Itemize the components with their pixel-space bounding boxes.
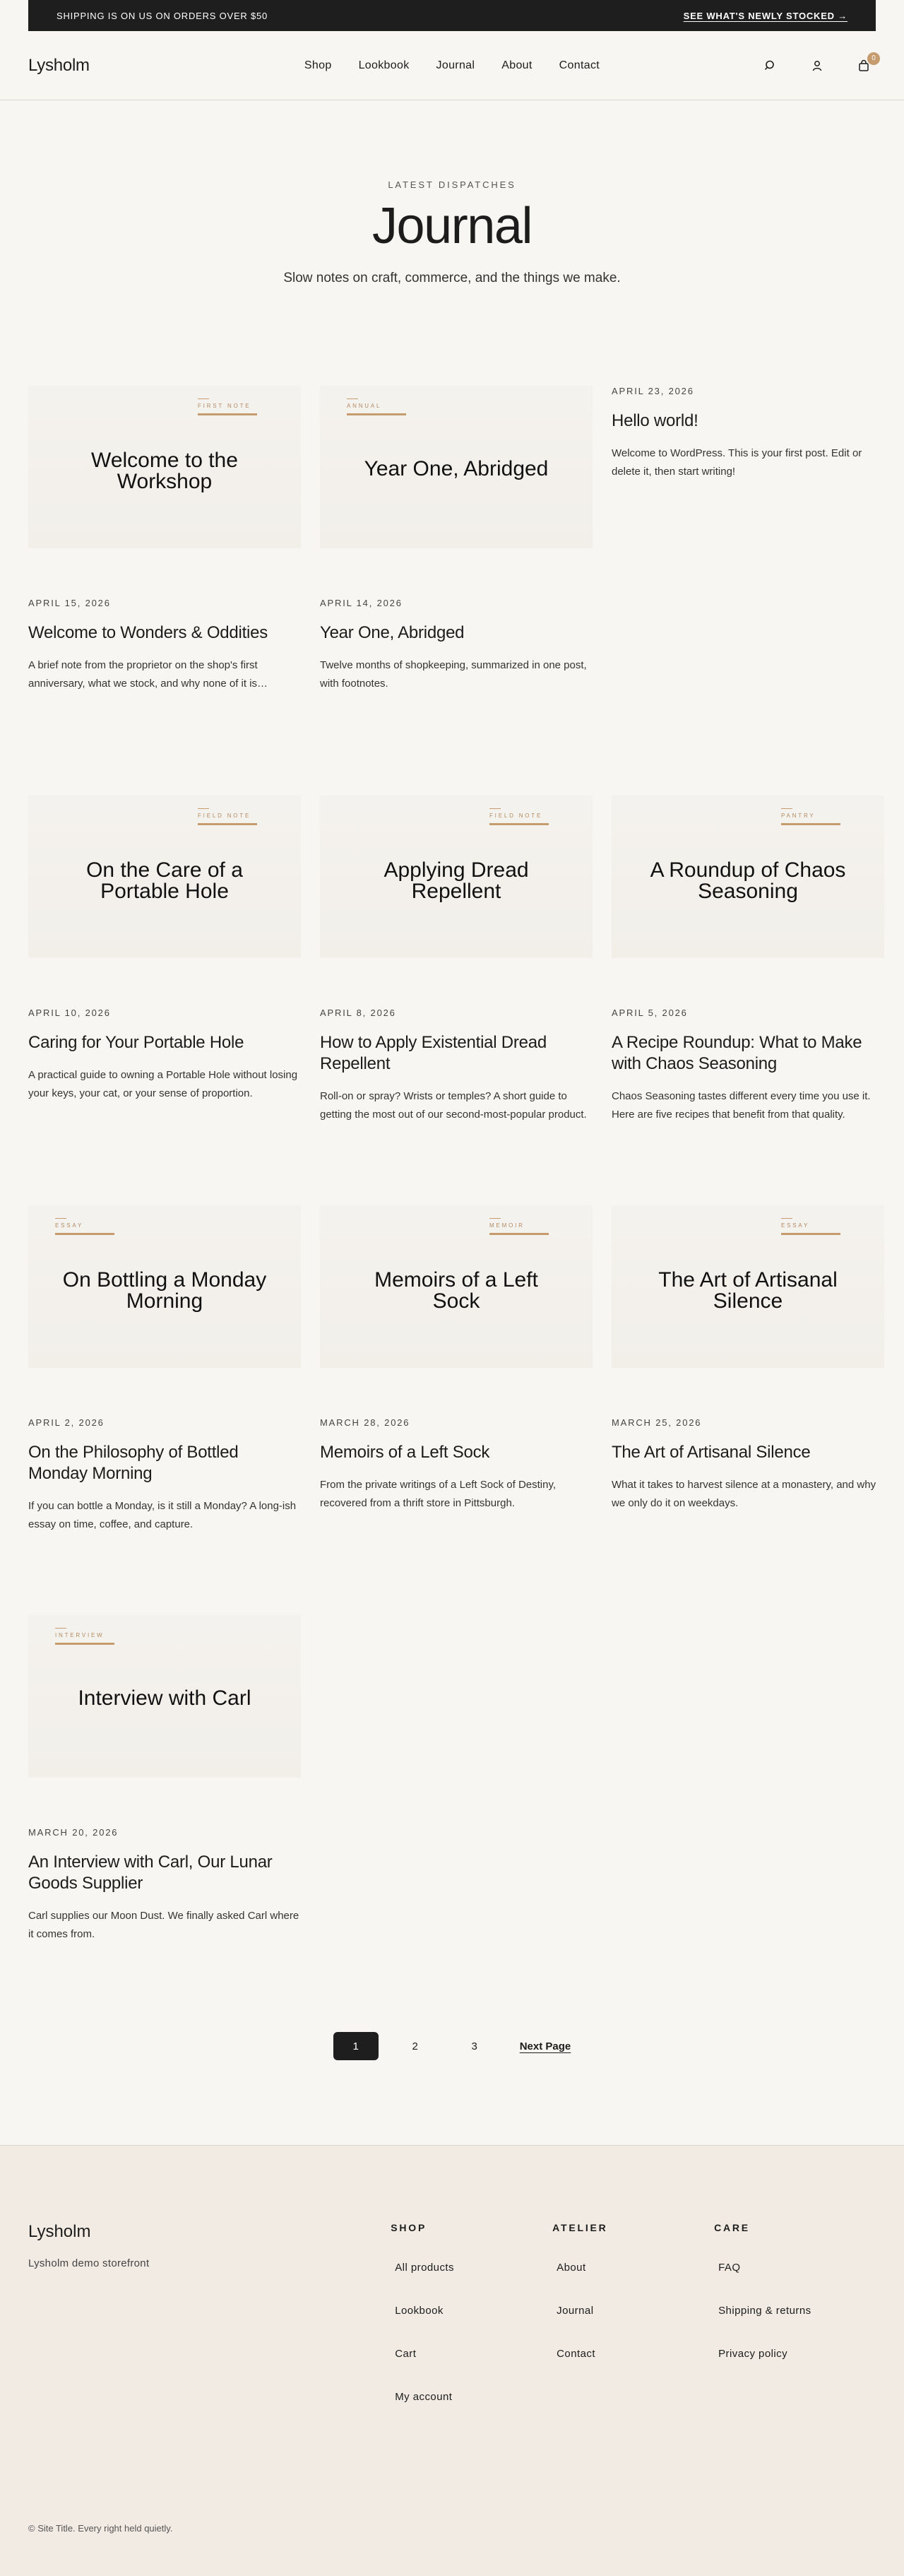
post-date: MARCH 20, 2026 <box>28 1827 119 1838</box>
cart-icon[interactable] <box>857 54 876 72</box>
post-thumbnail[interactable] <box>28 386 301 548</box>
footer-column-title: CARE <box>714 2222 750 2233</box>
announcement-bar <box>28 0 876 31</box>
post-thumbnail[interactable] <box>28 796 301 958</box>
post-tag: ESSAY <box>781 1222 840 1235</box>
post-thumbnail[interactable] <box>320 386 593 548</box>
footer-column-title: SHOP <box>391 2222 427 2233</box>
post-excerpt: Chaos Seasoning tastes different every time you use it. Here are five recipes that benefit from that quality. <box>612 1090 871 1121</box>
thumbnail-title: The Art of Artisanal Silence <box>658 1268 838 1313</box>
post-title-link[interactable]: An Interview with Carl, Our Lunar Goods Supplier <box>28 1853 273 1893</box>
post-tag: INTERVIEW <box>55 1632 114 1645</box>
site-header <box>0 31 904 100</box>
post-card <box>612 1205 884 1615</box>
footer-column-shop <box>391 2222 552 2434</box>
post-card <box>612 386 884 796</box>
post-thumbnail[interactable] <box>320 1205 593 1368</box>
post-excerpt: Twelve months of shopkeeping, summarized in one post, with footnotes. <box>320 659 587 690</box>
main-nav <box>304 59 600 72</box>
post-tag: FIELD NOTE <box>198 813 257 825</box>
footer-column-care <box>714 2222 876 2434</box>
site-footer <box>0 2145 904 2576</box>
post-card <box>28 386 301 796</box>
post-title-link[interactable]: Memoirs of a Left Sock <box>320 1443 490 1462</box>
footer-link-all-products[interactable]: All products <box>395 2262 454 2274</box>
footer-tagline: Lysholm demo storefront <box>28 2257 150 2269</box>
thumbnail-title: A Roundup of Chaos Seasoning <box>650 858 846 903</box>
nav-about[interactable]: About <box>501 59 533 71</box>
journal-hero <box>0 100 904 386</box>
newly-stocked-link[interactable]: SEE WHAT'S NEWLY STOCKED → <box>683 10 848 21</box>
post-date: APRIL 2, 2026 <box>28 1417 105 1428</box>
post-date: APRIL 23, 2026 <box>612 386 694 396</box>
post-excerpt: Roll-on or spray? Wrists or temples? A short guide to getting the most out of our second-most-popular product. <box>320 1090 587 1121</box>
thumbnail-title: Memoirs of a Left Sock <box>374 1268 538 1313</box>
post-tag: MEMOIR <box>489 1222 549 1235</box>
post-excerpt: If you can bottle a Monday, is it still a Monday? A long-ish essay on time, coffee, and capture. <box>28 1500 297 1531</box>
post-excerpt: Welcome to WordPress. This is your first post. Edit or delete it, then start writing! <box>612 447 862 478</box>
page-1-button[interactable]: 1 <box>333 2032 379 2060</box>
post-card <box>320 1205 593 1615</box>
thumbnail-title: Interview with Carl <box>78 1686 251 1710</box>
post-card <box>320 386 593 796</box>
footer-column-atelier <box>552 2222 714 2434</box>
footer-link-shipping-returns[interactable]: Shipping & returns <box>718 2305 811 2317</box>
post-date: APRIL 10, 2026 <box>28 1008 111 1018</box>
hero-eyebrow: LATEST DISPATCHES <box>388 179 516 190</box>
post-title-link[interactable]: On the Philosophy of Bottled Monday Morning <box>28 1443 239 1483</box>
post-thumbnail[interactable] <box>28 1615 301 1778</box>
page-2-button[interactable]: 2 <box>412 2040 418 2052</box>
posts-grid <box>0 386 904 2025</box>
post-card <box>28 796 301 1205</box>
post-date: APRIL 14, 2026 <box>320 598 403 608</box>
post-thumbnail[interactable] <box>320 796 593 958</box>
post-title-link[interactable]: Hello world! <box>612 411 698 430</box>
post-tag: ANNUAL <box>347 403 406 415</box>
post-card <box>612 796 884 1205</box>
footer-link-journal[interactable]: Journal <box>557 2305 594 2317</box>
thumbnail-title: Welcome to the Workshop <box>91 449 238 493</box>
nav-journal[interactable]: Journal <box>436 59 475 71</box>
post-tag: FIRST NOTE <box>198 403 257 415</box>
post-date: MARCH 25, 2026 <box>612 1417 702 1428</box>
next-page-link[interactable]: Next Page <box>519 2040 571 2052</box>
post-date: APRIL 5, 2026 <box>612 1008 688 1018</box>
post-excerpt: A brief note from the proprietor on the shop's first anniversary, what we stock, and why none of it is… <box>28 659 268 690</box>
post-tag: ESSAY <box>55 1222 114 1235</box>
post-title-link[interactable]: Caring for Your Portable Hole <box>28 1033 244 1052</box>
post-title-link[interactable]: The Art of Artisanal Silence <box>612 1443 811 1462</box>
footer-link-privacy-policy[interactable]: Privacy policy <box>718 2348 788 2360</box>
thumbnail-title: On the Care of a Portable Hole <box>86 858 243 903</box>
pagination <box>0 2032 904 2145</box>
post-thumbnail[interactable] <box>612 1205 884 1368</box>
post-excerpt: A practical guide to owning a Portable Hole without losing your keys, your cat, or your sense of proportion. <box>28 1069 298 1100</box>
nav-lookbook[interactable]: Lookbook <box>358 59 410 71</box>
footer-link-about[interactable]: About <box>557 2262 586 2274</box>
post-title-link[interactable]: Year One, Abridged <box>320 623 465 642</box>
post-date: MARCH 28, 2026 <box>320 1417 410 1428</box>
announcement-text: SHIPPING IS ON US ON ORDERS OVER $50 <box>56 10 268 21</box>
thumbnail-title: Year One, Abridged <box>364 457 549 480</box>
search-icon[interactable] <box>764 59 777 72</box>
post-thumbnail[interactable] <box>28 1205 301 1368</box>
footer-link-lookbook[interactable]: Lookbook <box>395 2305 444 2317</box>
post-excerpt: Carl supplies our Moon Dust. We finally asked Carl where it comes from. <box>28 1910 299 1941</box>
post-tag: PANTRY <box>781 813 840 825</box>
post-date: APRIL 15, 2026 <box>28 598 111 608</box>
post-date: APRIL 8, 2026 <box>320 1008 396 1018</box>
copyright-text: © Site Title. Every right held quietly. <box>28 2523 173 2534</box>
footer-brand: Lysholm <box>28 2222 91 2241</box>
footer-column-title: ATELIER <box>552 2222 608 2233</box>
post-card <box>28 1615 301 2025</box>
footer-link-contact[interactable]: Contact <box>557 2348 595 2360</box>
post-tag: FIELD NOTE <box>489 813 549 825</box>
page-title: Journal <box>371 198 533 254</box>
nav-contact[interactable]: Contact <box>559 59 600 71</box>
post-title-link[interactable]: How to Apply Existential Dread Repellent <box>320 1033 547 1073</box>
footer-link-my-account[interactable]: My account <box>395 2391 453 2403</box>
footer-link-faq[interactable]: FAQ <box>718 2262 741 2274</box>
nav-shop[interactable]: Shop <box>304 59 332 71</box>
hero-subtitle: Slow notes on craft, commerce, and the things we make. <box>283 270 621 285</box>
post-card <box>28 1205 301 1615</box>
post-title-link[interactable]: A Recipe Roundup: What to Make with Chaos Seasoning <box>612 1033 862 1073</box>
thumbnail-title: On Bottling a Monday Morning <box>62 1268 267 1313</box>
post-excerpt: What it takes to harvest silence at a monastery, and why we only do it on weekdays. <box>612 1479 876 1510</box>
post-title-link[interactable]: Welcome to Wonders & Oddities <box>28 623 268 642</box>
post-card <box>320 796 593 1205</box>
thumbnail-title: Applying Dread Repellent <box>383 858 529 903</box>
page-3-button[interactable]: 3 <box>471 2040 477 2052</box>
footer-link-cart[interactable]: Cart <box>395 2348 417 2360</box>
post-excerpt: From the private writings of a Left Sock of Destiny, recovered from a thrift store in Pittsburgh. <box>320 1479 557 1510</box>
account-icon[interactable] <box>811 59 823 72</box>
brand-logo[interactable]: Lysholm <box>28 55 90 75</box>
cart-count-badge: 0 <box>867 52 880 65</box>
post-thumbnail[interactable] <box>612 796 884 958</box>
